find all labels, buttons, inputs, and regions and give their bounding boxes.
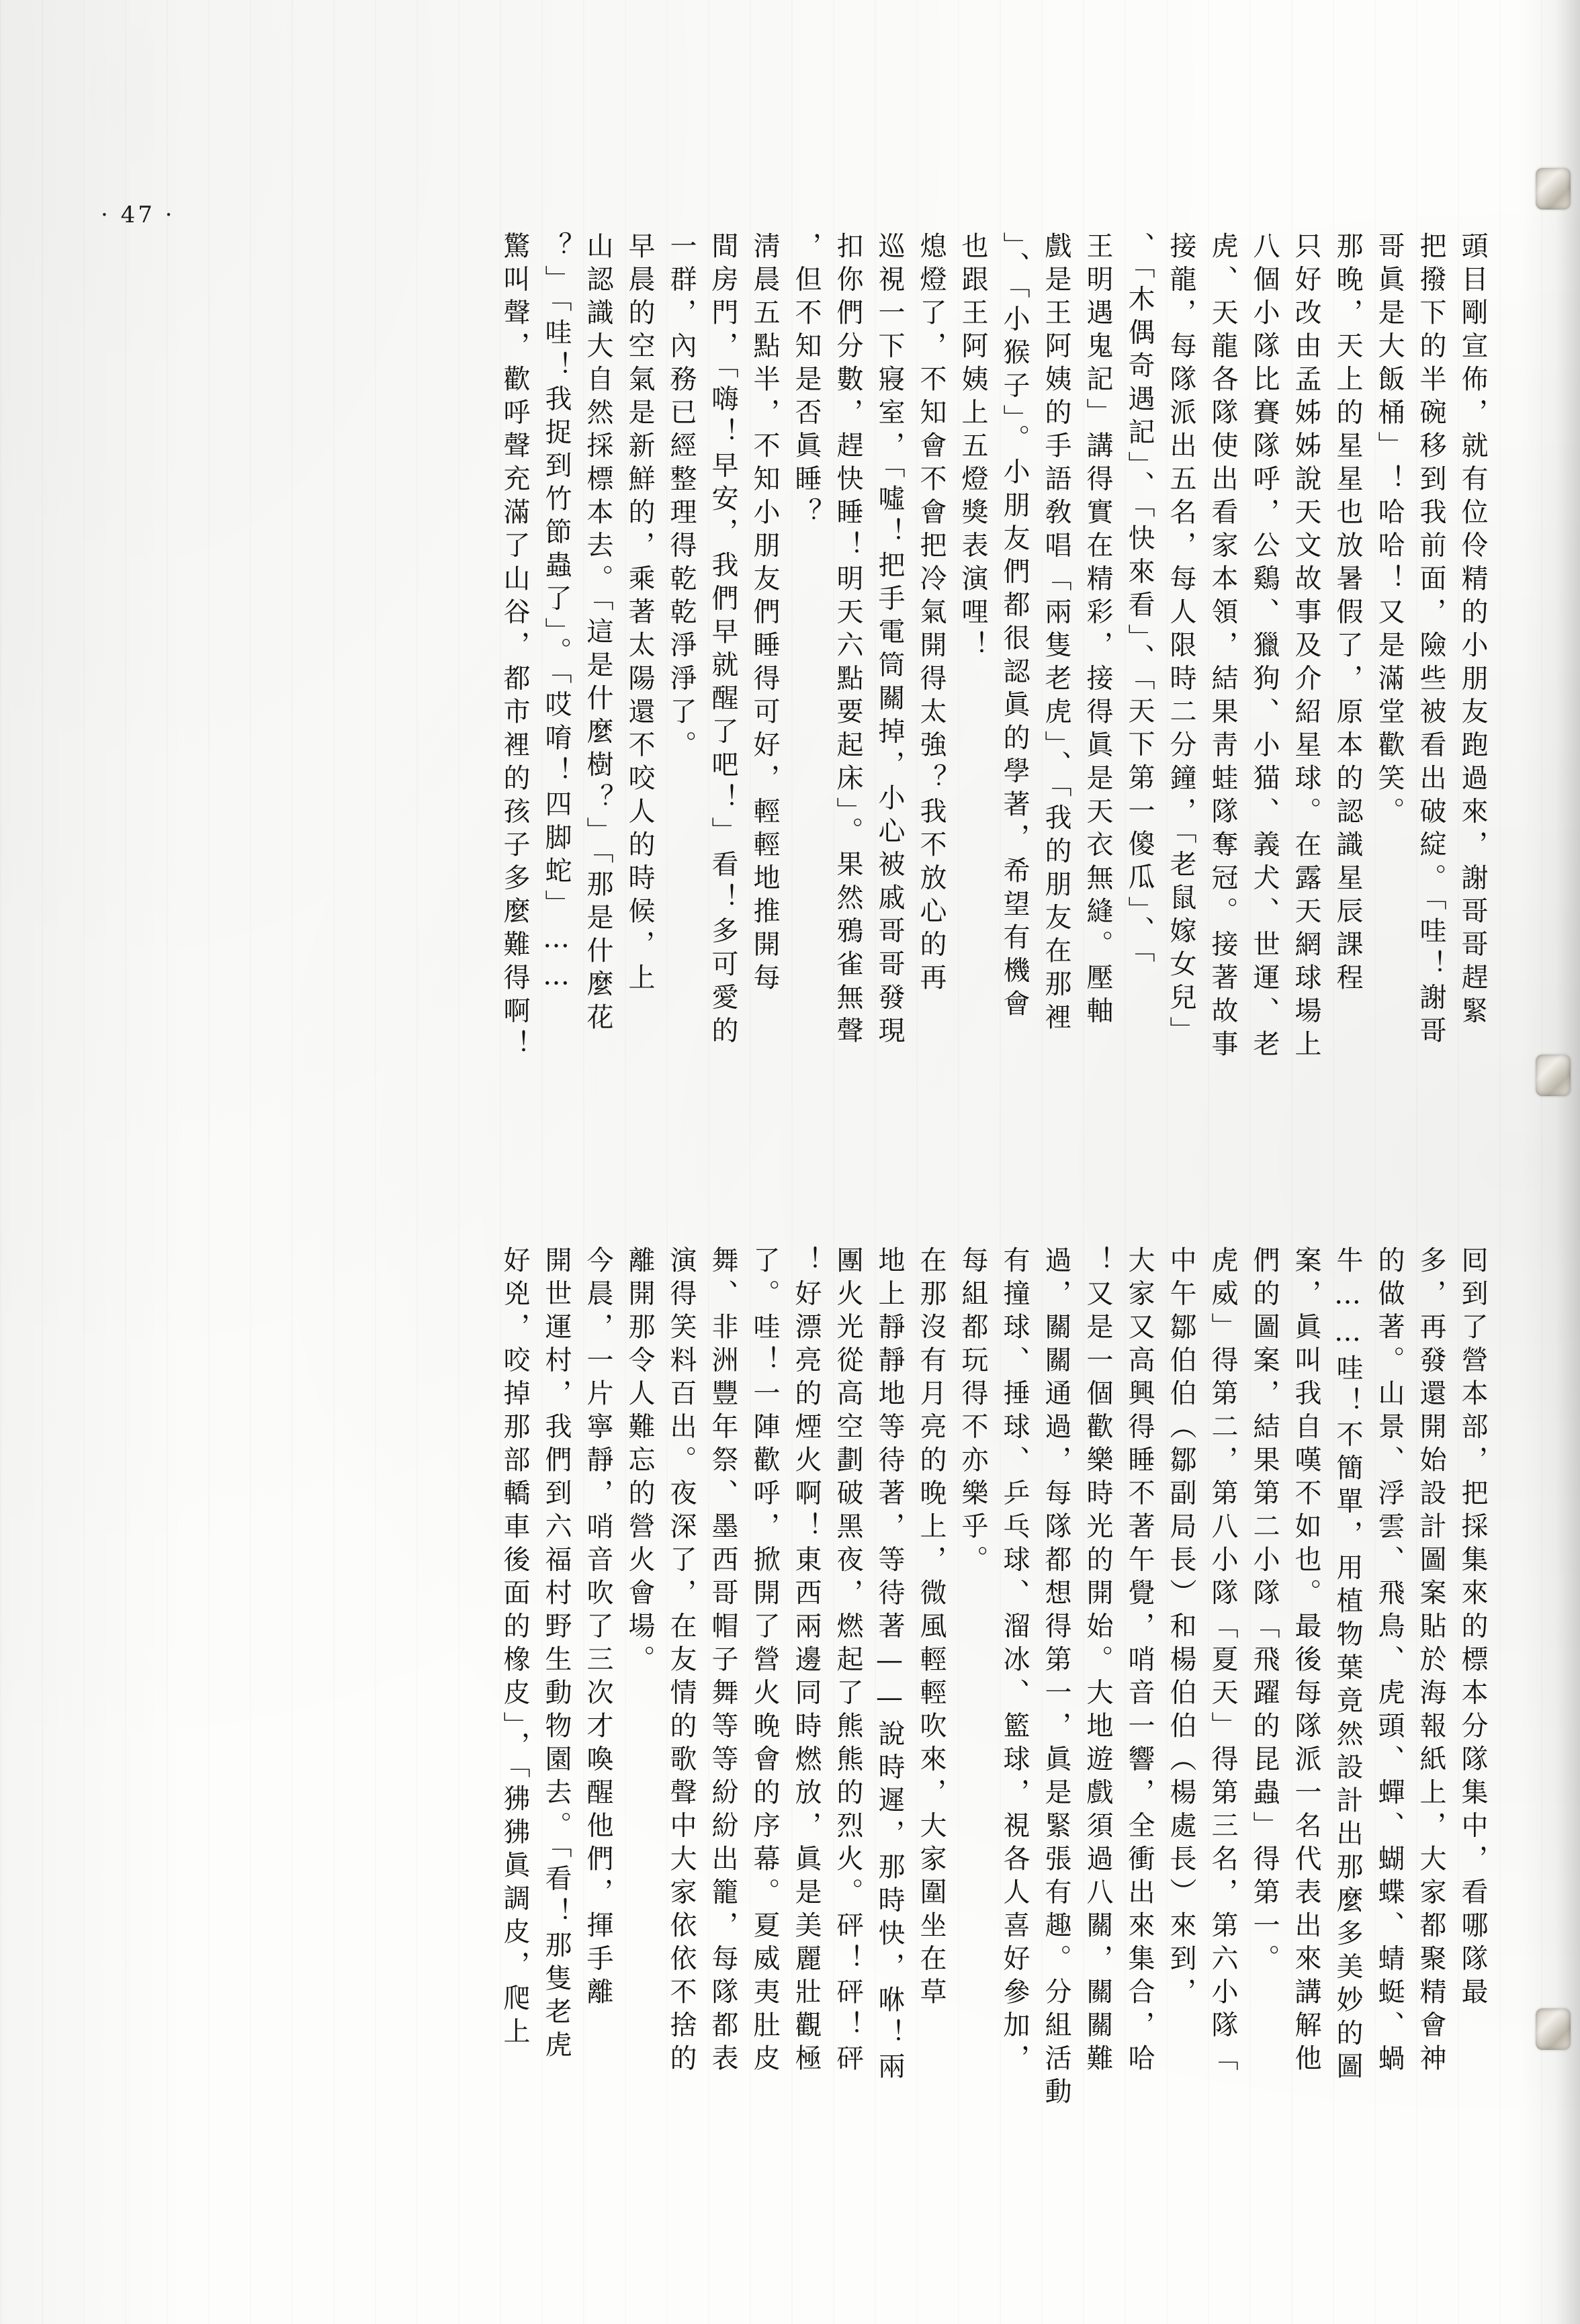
text-column: 哥眞是大飯桶」！哈哈！又是滿堂歡笑。: [1374, 232, 1405, 830]
text-column: 扣你們分數，趕快睡！明天六點要起床」。果然鴉雀無聲: [832, 232, 863, 1050]
text-column: 了。哇！一陣歡呼，掀開了營火晚會的序幕。夏威夷肚皮: [749, 1246, 780, 2077]
text-column: 早晨的空氣是新鮮的，乘著太陽還不咬人的時候，上: [624, 232, 655, 997]
text-column: 們的圖案，結果第二小隊「飛躍的昆蟲」得第一。: [1249, 1246, 1280, 1977]
text-column: 把撥下的半碗移到我前面，險些被看出破綻。「哇！謝哥: [1415, 232, 1446, 1050]
text-column: 巡視一下寢室，「噓！把手電筒關掉，小心被戚哥哥發現: [874, 232, 905, 1050]
text-column: 多，再發還開始設計圖案貼於海報紙上，大家都聚精會神: [1415, 1246, 1446, 2077]
spiral-binding-hole: [1536, 2008, 1571, 2050]
text-column: 八個小隊比賽隊呼，公鷄、獵狗、小猫、義犬、世運、老: [1249, 232, 1280, 1063]
text-column: 驚叫聲，歡呼聲充滿了山谷，都市裡的孩子多麼難得啊！: [499, 232, 530, 1063]
text-column: 大家又高興得睡不著午覺，哨音一響，全衝出來集合，哈: [1124, 1246, 1155, 2077]
binding-shadow: [1520, 0, 1580, 2324]
text-column: 開世運村，我們到六福村野生動物園去。「看！那隻老虎: [541, 1246, 572, 2064]
text-column: 中午鄒伯伯（鄒副局長）和楊伯伯（楊處長）來到，: [1166, 1246, 1196, 2011]
text-column: 虎、天龍各隊使出看家本領，結果靑蛙隊奪冠。接著故事: [1207, 232, 1238, 1063]
text-column: 離開那令人難忘的營火會場。: [624, 1246, 655, 1679]
text-column: ？」「哇！我捉到竹節蟲了」。「哎唷！四脚蛇」……: [541, 232, 572, 997]
text-column: 虎威」得第二，第八小隊「夏天」得第三名，第六小隊「: [1207, 1246, 1238, 2077]
text-column: 的做著。山景、浮雲、飛鳥、虎頭、蟬、蝴蝶、蜻蜓、蝸: [1374, 1246, 1405, 2077]
text-column: 間房門，「嗨！早安，我們早就醒了吧！」看！多可愛的: [707, 232, 738, 1050]
text-column: 那晚，天上的星星也放暑假了，原本的認識星辰課程: [1332, 232, 1363, 997]
text-column: 地上靜靜地等待著，等待著——說時遲，那時快，咻！兩: [874, 1246, 905, 2086]
text-column: 囘到了營本部，把採集來的標本分隊集中，看哪隊最: [1457, 1246, 1488, 2011]
text-column: 案，眞叫我自嘆不如也。最後每隊派一名代表出來講解他: [1290, 1246, 1321, 2077]
text-column: 熄燈了，不知會不會把冷氣開得太強？我不放心的再: [916, 232, 947, 997]
text-column: ！好漂亮的煙火啊！東西兩邊同時燃放，眞是美麗壯觀極: [791, 1246, 822, 2077]
text-column: 戲是王阿姨的手語敎唱「兩隻老虎」、「我的朋友在那裡: [1041, 232, 1071, 1036]
text-column: 也跟王阿姨上五燈獎表演哩！: [957, 232, 988, 664]
page-number: · 47 ·: [101, 202, 175, 228]
text-column: 牛……哇！不簡單，用植物葉竟然設計出那麼多美妙的圖: [1332, 1246, 1363, 2086]
text-column: 接龍，每隊派出五名，每人限時二分鐘，「老鼠嫁女兒」: [1166, 232, 1196, 1050]
text-column: 每組都玩得不亦樂乎。: [957, 1246, 988, 1578]
text-column: 演得笑料百出。夜深了，在友情的歌聲中大家依依不捨的: [666, 1246, 697, 2077]
text-block-lower: [169, 1246, 1486, 2270]
spiral-binding-hole: [1536, 1055, 1571, 1096]
text-column: ！又是一個歡樂時光的開始。大地遊戲須過八關，關關難: [1082, 1246, 1113, 2077]
text-column: 淸晨五點半，不知小朋友們睡得可好，輕輕地推開每: [749, 232, 780, 997]
text-column: 團火光從高空劃破黑夜，燃起了熊熊的烈火。砰！砰！砰: [832, 1246, 863, 2077]
text-column: 舞、非洲豐年祭、墨西哥帽子舞等等紛紛出籠，每隊都表: [707, 1246, 738, 2077]
text-block-upper: [169, 232, 1486, 1216]
text-column: ，但不知是否眞睡？: [791, 232, 822, 531]
text-column: 、「木偶奇遇記」、「快來看」、「天下第一傻瓜」、「: [1124, 232, 1155, 969]
text-column: 好兇，咬掉那部轎車後面的橡皮」，「狒狒眞調皮，爬上: [499, 1246, 530, 2051]
text-column: 王明遇鬼記」講得實在精彩，接得眞是天衣無縫。壓軸: [1082, 232, 1113, 1030]
text-column: 山認識大自然採標本去。「這是什麼樹？」「那是什麼花: [582, 232, 613, 1036]
text-column: 在那沒有月亮的晚上，微風輕輕吹來，大家圍坐在草: [916, 1246, 947, 2011]
text-column: 過，關關通過，每隊都想得第一，眞是緊張有趣。分組活動: [1041, 1246, 1071, 2110]
text-column: 有撞球、捶球、乒乓球、溜冰、籃球，視各人喜好參加，: [999, 1246, 1030, 2077]
text-column: 只好改由孟姊姊說天文故事及介紹星球。在露天網球場上: [1290, 232, 1321, 1063]
text-column: 頭目剛宣佈，就有位伶精的小朋友跑過來，謝哥哥趕緊: [1457, 232, 1488, 1030]
spiral-binding-hole: [1536, 168, 1571, 210]
text-column: 今晨，一片寧靜，哨音吹了三次才喚醒他們，揮手離: [582, 1246, 613, 2011]
text-column: 」、「小猴子」。小朋友們都很認眞的學著，希望有機會: [999, 232, 1030, 1023]
text-column: 一群，內務已經整理得乾乾淨淨了。: [666, 232, 697, 764]
